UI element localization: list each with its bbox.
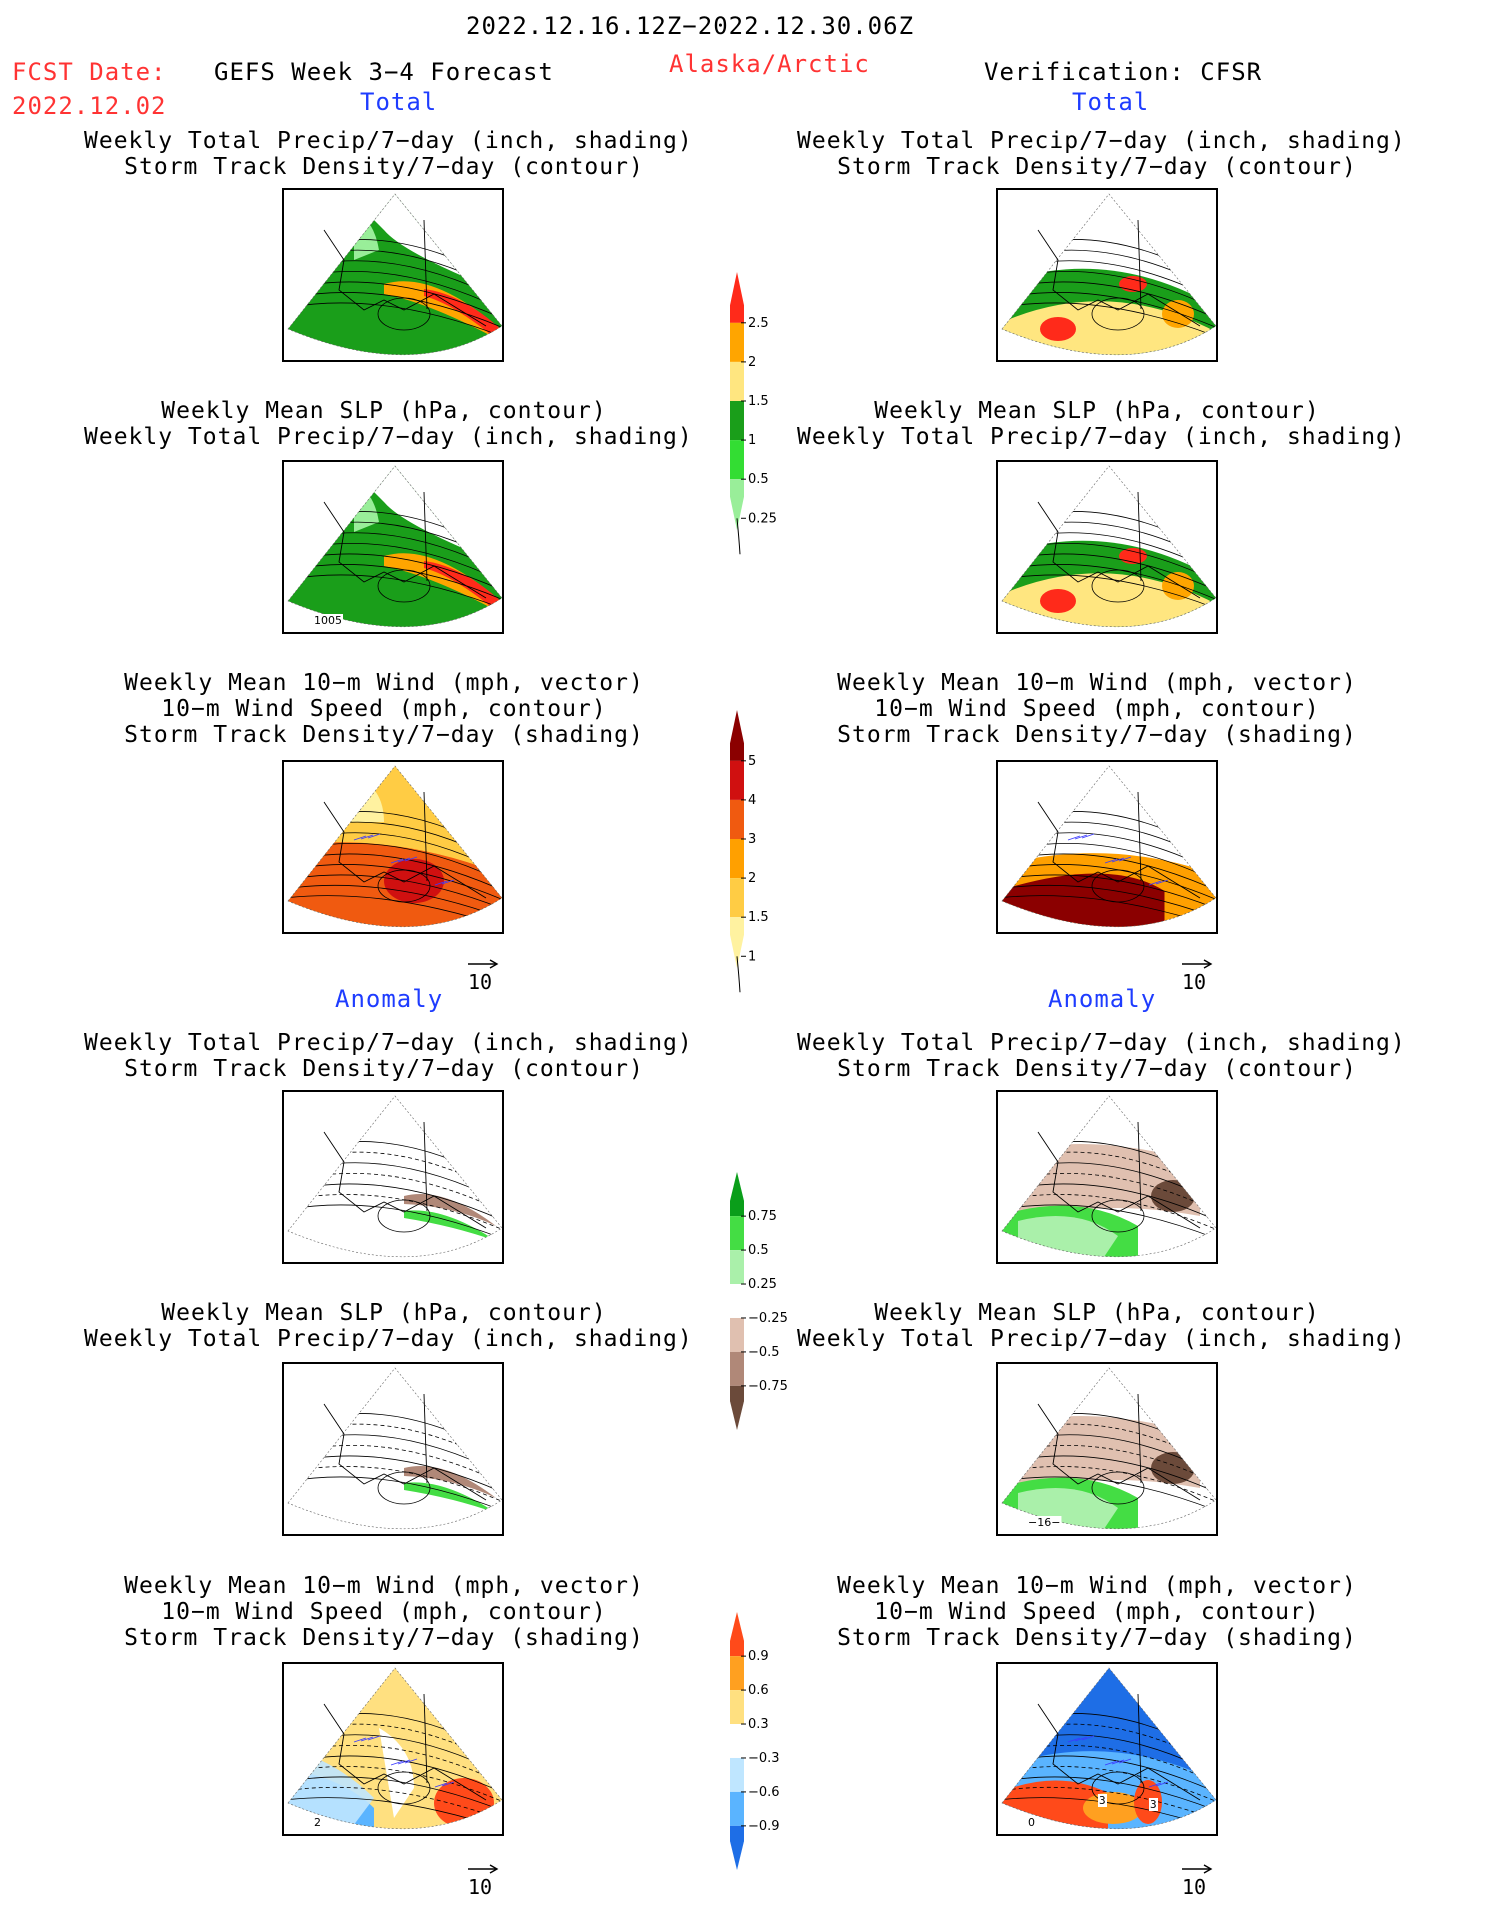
section-total-left: Total [360, 88, 438, 116]
shading-region [344, 772, 384, 822]
colorbar-precip-total [718, 268, 798, 558]
shading-region [1151, 1452, 1195, 1484]
panel-title-line: Weekly Mean SLP (hPa, contour) [161, 1300, 607, 1326]
shading-region [1083, 1792, 1143, 1824]
map-panel-total-wind-right [996, 760, 1218, 934]
colorbar-segment [730, 839, 744, 878]
map-shading-group [284, 1664, 504, 1836]
shading-region [1119, 276, 1147, 292]
colorbar-segment [730, 440, 744, 479]
wind-vector [1038, 1714, 1050, 1718]
vector-reference-value: 10 [1182, 970, 1207, 994]
panel-title-line: 10−m Wind Speed (mph, contour) [874, 1599, 1320, 1625]
contour-label: 3 [1099, 1794, 1106, 1807]
wind-vector [1031, 1715, 1043, 1719]
reference-arrow-icon [1180, 959, 1214, 969]
panel-title-line: Weekly Total Precip/7−day (inch, shading) [84, 1326, 693, 1352]
reference-arrow-icon [466, 959, 500, 969]
panel-title-line: Weekly Total Precip/7−day (inch, shading) [797, 1030, 1406, 1056]
colorbar-tick-label: 0.5 [748, 472, 769, 488]
colorbar-tick-label: −0.3 [748, 1750, 780, 1766]
map-panel-anom-slp-left [282, 1362, 504, 1536]
map-panel-total-precip-left [282, 188, 504, 362]
map-shading-group [998, 1364, 1218, 1536]
vector-reference-total-right [1180, 952, 1214, 992]
map-shading-group [284, 1092, 504, 1264]
colorbar-tick-label: 0.6 [748, 1683, 769, 1699]
colorbar-segment [730, 323, 744, 362]
colorbar-segment [730, 1318, 744, 1352]
map-panel-anom-precip-right [996, 1090, 1218, 1264]
panel-title-line: Weekly Total Precip/7−day (inch, shading) [797, 1326, 1406, 1352]
map-shading-group [284, 190, 504, 362]
map-panel-total-slp-left [282, 460, 504, 634]
map-svg [284, 762, 504, 934]
wind-vector [472, 790, 484, 794]
map-shading-group [998, 1092, 1218, 1264]
date-range-title: 2022.12.16.12Z−2022.12.30.06Z [466, 12, 915, 40]
panel-title-line: Weekly Mean SLP (hPa, contour) [161, 398, 607, 424]
panel-title-line: Storm Track Density/7−day (contour) [124, 154, 644, 180]
map-shading-group [284, 462, 504, 634]
map-panel-anom-wind-right [996, 1662, 1218, 1836]
wind-vector [472, 1692, 484, 1696]
wind-vector [294, 1690, 306, 1694]
map-shading-group [284, 762, 504, 934]
contour-label: 1005 [314, 614, 342, 627]
shading-region [1162, 300, 1194, 328]
vector-reference-value: 10 [468, 1875, 493, 1899]
panel-title-line: Storm Track Density/7−day (contour) [837, 1056, 1357, 1082]
contour-label: 3 [1150, 1798, 1157, 1811]
map-panel-anom-wind-left [282, 1662, 504, 1836]
panel-title-total-left-2 [84, 398, 693, 450]
shading-region [1119, 548, 1147, 564]
panel-title-line: 10−m Wind Speed (mph, contour) [874, 696, 1320, 722]
vector-reference-anom-right [1180, 1857, 1214, 1897]
colorbar-tick-label: 1.5 [748, 394, 769, 409]
colorbar-tick-label: 2 [748, 354, 757, 370]
map-svg [284, 1664, 504, 1836]
wind-vector [294, 788, 306, 792]
panel-title-total-left-3 [84, 670, 684, 748]
wind-vector [317, 1715, 329, 1719]
panel-title-line: Storm Track Density/7−day (shading) [837, 1625, 1357, 1651]
colorbar-segment [730, 1792, 744, 1826]
panel-title-line: Weekly Total Precip/7−day (inch, shading) [84, 128, 693, 154]
colorbar-segment [730, 1172, 744, 1216]
section-total-right: Total [1072, 88, 1150, 116]
shading-region [299, 1712, 349, 1736]
map-shading-group [998, 762, 1218, 934]
panel-title-anom-right-1 [797, 1030, 1406, 1082]
colorbar-tick-label: 2 [748, 871, 757, 887]
colorbar-tick-label: −0.5 [748, 1344, 780, 1360]
section-anomaly-left: Anomaly [335, 985, 444, 1013]
map-panel-total-precip-right [996, 188, 1218, 362]
colorbar-tick-label: 0.3 [748, 1717, 769, 1733]
shading-region [284, 1092, 504, 1264]
panel-title-line: Weekly Mean SLP (hPa, contour) [874, 1300, 1320, 1326]
colorbar-segment [730, 1386, 744, 1430]
colorbar-track-total [718, 706, 798, 996]
reference-arrow-icon [466, 1864, 500, 1874]
colorbar-tick-label: −0.6 [748, 1784, 780, 1800]
wind-vector [479, 1691, 491, 1695]
colorbar-tail [737, 518, 740, 554]
map-panel-anom-precip-left [282, 1090, 504, 1264]
forecast-label: GEFS Week 3−4 Forecast [214, 58, 554, 86]
panel-title-total-right-1 [797, 128, 1406, 180]
panel-title-line: Storm Track Density/7−day (shading) [837, 722, 1357, 748]
panel-title-line: Weekly Mean 10−m Wind (mph, vector) [837, 670, 1357, 696]
colorbar-tick-label: 1 [748, 949, 757, 965]
panel-title-line: Storm Track Density/7−day (contour) [837, 154, 1357, 180]
map-panel-total-wind-left [282, 760, 504, 934]
wind-vector [1008, 1690, 1020, 1694]
panel-title-anom-left-3 [84, 1573, 684, 1651]
panel-title-total-left-1 [84, 128, 693, 180]
shading-region [384, 859, 444, 903]
panel-title-anom-left-1 [84, 1030, 693, 1082]
map-panel-anom-slp-right [996, 1362, 1218, 1536]
colorbar-segment [730, 1724, 744, 1758]
colorbar-segment [730, 362, 744, 401]
colorbar-segment [730, 1352, 744, 1386]
panel-title-line: 10−m Wind Speed (mph, contour) [161, 1599, 607, 1625]
panel-title-line: Storm Track Density/7−day (contour) [124, 1056, 644, 1082]
colorbar-segment [730, 1284, 744, 1318]
map-svg [998, 1092, 1218, 1264]
shading-region [1040, 317, 1076, 341]
colorbar-tick-label: 0.75 [748, 1209, 777, 1225]
colorbar-tick-label: −0.9 [748, 1818, 780, 1834]
panel-title-line: 10−m Wind Speed (mph, contour) [161, 696, 607, 722]
map-shading-group [998, 462, 1218, 634]
panel-title-line: Weekly Total Precip/7−day (inch, shading) [84, 424, 693, 450]
panel-title-anom-right-2 [797, 1300, 1406, 1352]
map-svg [998, 1664, 1218, 1836]
panel-title-anom-right-3 [797, 1573, 1397, 1651]
map-shading-group [998, 190, 1218, 362]
colorbar-tick-label: 1.5 [748, 910, 769, 926]
colorbar-tick-label: 0.9 [748, 1649, 769, 1665]
wind-vector [1038, 812, 1050, 816]
colorbar-segment [730, 272, 744, 323]
wind-vector [317, 813, 329, 817]
colorbar-tick-label: 1 [748, 433, 757, 449]
colorbar-segment [730, 710, 744, 761]
map-svg [284, 190, 504, 362]
map-svg [998, 1364, 1218, 1536]
panel-title-line: Weekly Total Precip/7−day (inch, shading) [797, 128, 1406, 154]
colorbar-tick-label: 2.5 [748, 315, 769, 331]
wind-vector [1186, 1692, 1198, 1696]
map-svg [998, 462, 1218, 634]
colorbar-segment [730, 878, 744, 917]
panel-title-line: Weekly Total Precip/7−day (inch, shading) [84, 1030, 693, 1056]
contour-label: 2 [314, 1816, 321, 1829]
wind-vector [324, 1714, 336, 1718]
colorbar-tick-label: 3 [748, 832, 757, 847]
map-svg [284, 1364, 504, 1536]
map-svg [998, 190, 1218, 362]
wind-vector [1186, 790, 1198, 794]
vector-reference-value: 10 [1182, 1875, 1207, 1899]
section-anomaly-right: Anomaly [1048, 985, 1157, 1013]
map-panel-total-slp-right [996, 460, 1218, 634]
colorbar-segment [730, 1656, 744, 1690]
panel-title-line: Weekly Total Precip/7−day (inch, shading) [797, 424, 1406, 450]
shading-region [1162, 572, 1194, 600]
wind-vector [1193, 1691, 1205, 1695]
map-svg [998, 762, 1218, 934]
map-shading-group [998, 1664, 1218, 1836]
colorbar-tick-label: 0.25 [748, 1277, 777, 1293]
colorbar-segment [730, 761, 744, 800]
vector-reference-anom-left [466, 1857, 500, 1897]
panel-title-total-right-2 [797, 398, 1406, 450]
colorbar-segment [730, 800, 744, 839]
panel-title-total-right-3 [797, 670, 1397, 748]
map-svg [284, 1092, 504, 1264]
colorbar-precip-anomaly [718, 1168, 798, 1458]
colorbar-segment [730, 1250, 744, 1284]
fcst-date-value: 2022.12.02 [12, 92, 167, 120]
shading-region [1040, 589, 1076, 613]
shading-region [284, 1364, 504, 1536]
colorbar-tick-label: 0.25 [748, 511, 777, 527]
wind-vector [1008, 788, 1020, 792]
panel-title-line: Storm Track Density/7−day (shading) [124, 722, 644, 748]
colorbar-tick-label: 0.5 [748, 1243, 769, 1259]
panel-title-anom-left-2 [84, 1300, 693, 1352]
wind-vector [324, 812, 336, 816]
contour-label: 0 [1028, 1816, 1035, 1829]
map-svg [284, 462, 504, 634]
colorbar-segment [730, 1216, 744, 1250]
colorbar-tick-label: −0.25 [748, 1310, 788, 1326]
contour-label: −16− [1028, 1516, 1061, 1529]
colorbar-segment [730, 1690, 744, 1724]
panel-title-line: Storm Track Density/7−day (shading) [124, 1625, 644, 1651]
vector-reference-value: 10 [468, 970, 493, 994]
wind-vector [1031, 813, 1043, 817]
colorbar-segment [730, 1826, 744, 1870]
colorbar-tick-label: 5 [748, 753, 757, 769]
colorbar-segment [730, 1758, 744, 1792]
colorbar-tick-label: −0.75 [748, 1378, 788, 1394]
fcst-date-label: FCST Date: [12, 58, 167, 86]
map-shading-group [284, 1364, 504, 1536]
vector-reference-total-left [466, 952, 500, 992]
colorbar-tick-label: 4 [748, 792, 757, 808]
colorbar-tail [737, 956, 740, 992]
colorbar-segment [730, 1612, 744, 1656]
verification-label: Verification: CFSR [984, 58, 1263, 86]
shading-region [1151, 1180, 1195, 1212]
panel-title-line: Weekly Mean 10−m Wind (mph, vector) [124, 1573, 644, 1599]
panel-title-line: Weekly Mean SLP (hPa, contour) [874, 398, 1320, 424]
wind-vector [479, 789, 491, 793]
reference-arrow-icon [1180, 1864, 1214, 1874]
colorbar-segment [730, 401, 744, 440]
panel-title-line: Weekly Mean 10−m Wind (mph, vector) [124, 670, 644, 696]
region-label: Alaska/Arctic [669, 50, 870, 78]
colorbar-track-anomaly [718, 1608, 798, 1898]
panel-title-line: Weekly Mean 10−m Wind (mph, vector) [837, 1573, 1357, 1599]
wind-vector [1193, 789, 1205, 793]
